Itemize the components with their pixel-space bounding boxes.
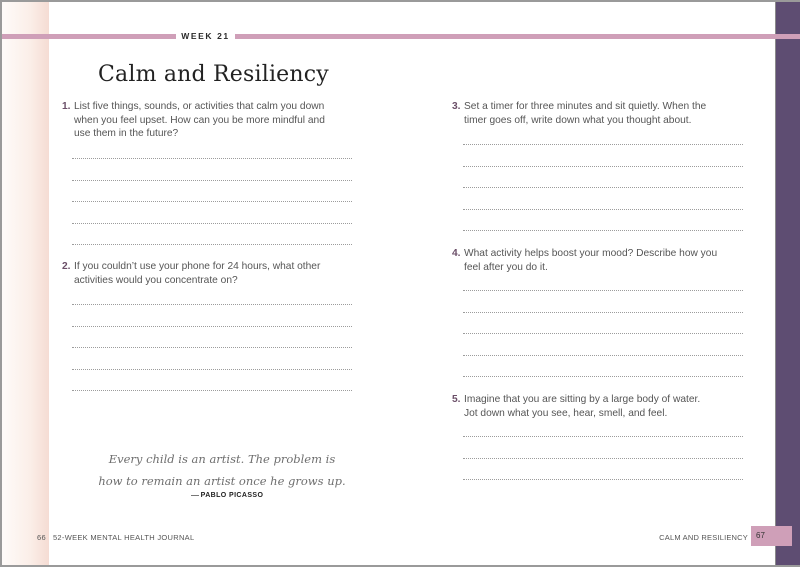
quote	[72, 448, 372, 492]
quote-line-2: how to remain an artist once he grows up.	[98, 474, 346, 488]
answer-line[interactable]	[463, 187, 743, 188]
answer-line[interactable]	[463, 166, 743, 167]
answer-line[interactable]	[72, 244, 352, 245]
question-number: 3.	[452, 101, 461, 112]
page-number-right: 67	[751, 526, 792, 546]
answer-lines-2[interactable]	[72, 304, 352, 412]
week-bar-right	[235, 34, 800, 39]
quote-author: PABLO PICASSO	[200, 492, 264, 499]
quote-line-1: Every child is an artist. The problem is	[108, 452, 336, 466]
answer-lines-1[interactable]	[72, 158, 352, 266]
answer-line[interactable]	[72, 201, 352, 202]
answer-line[interactable]	[72, 326, 352, 327]
page-number-left: 66	[37, 533, 46, 542]
answer-line[interactable]	[463, 230, 743, 231]
answer-line[interactable]	[463, 144, 743, 145]
dash-icon	[191, 495, 199, 496]
question-number: 5.	[452, 394, 461, 405]
question-text-line: List five things, sounds, or activities that calm you down	[74, 101, 325, 112]
week-label: WEEK 21	[181, 31, 230, 41]
question-text-line: feel after you do it.	[464, 261, 548, 273]
answer-line[interactable]	[463, 333, 743, 334]
page-title: Calm and Resiliency	[98, 62, 329, 87]
question-5	[452, 393, 764, 420]
question-number: 1.	[62, 101, 71, 112]
answer-lines-4[interactable]	[463, 290, 743, 398]
answer-lines-5[interactable]	[463, 436, 743, 501]
question-number: 4.	[452, 248, 461, 259]
answer-line[interactable]	[463, 458, 743, 459]
question-number: 2.	[62, 261, 71, 272]
question-text-line: What activity helps boost your mood? Describe how you	[464, 248, 718, 259]
section-tab	[775, 2, 800, 567]
question-2	[62, 260, 374, 287]
book-title: 52-WEEK MENTAL HEALTH JOURNAL	[52, 533, 195, 542]
question-text-line: use them in the future?	[74, 128, 179, 139]
question-1	[62, 100, 374, 141]
question-text-line: activities would you concentrate on?	[74, 274, 238, 286]
answer-line[interactable]	[72, 223, 352, 224]
question-3	[452, 100, 764, 127]
answer-line[interactable]	[72, 347, 352, 348]
quote-attribution	[152, 492, 302, 499]
question-text-line: timer goes off, write down what you thought about.	[464, 114, 692, 126]
question-text-line: Jot down what you see, hear, smell, and feel.	[464, 407, 668, 419]
question-text-line: when you feel upset. How can you be more mindful and	[74, 114, 325, 126]
answer-line[interactable]	[463, 290, 743, 291]
answer-line[interactable]	[463, 376, 743, 377]
question-text-line: Set a timer for three minutes and sit quietly. When the	[464, 101, 707, 112]
answer-line[interactable]	[463, 209, 743, 210]
answer-line[interactable]	[463, 312, 743, 313]
answer-line[interactable]	[72, 390, 352, 391]
answer-lines-3[interactable]	[463, 144, 743, 252]
answer-line[interactable]	[463, 436, 743, 437]
footer-left	[37, 533, 194, 542]
answer-line[interactable]	[72, 304, 352, 305]
section-title-footer: CALM AND RESILIENCY	[659, 533, 748, 542]
week-bar-left	[2, 34, 176, 39]
question-4	[452, 247, 764, 274]
answer-line[interactable]	[72, 158, 352, 159]
page-edge-gradient	[2, 2, 49, 567]
question-text-line: Imagine that you are sitting by a large body of water.	[464, 394, 701, 405]
answer-line[interactable]	[72, 369, 352, 370]
answer-line[interactable]	[463, 479, 743, 480]
question-text-line: If you couldn’t use your phone for 24 hours, what other	[74, 261, 321, 272]
answer-line[interactable]	[463, 355, 743, 356]
answer-line[interactable]	[72, 180, 352, 181]
